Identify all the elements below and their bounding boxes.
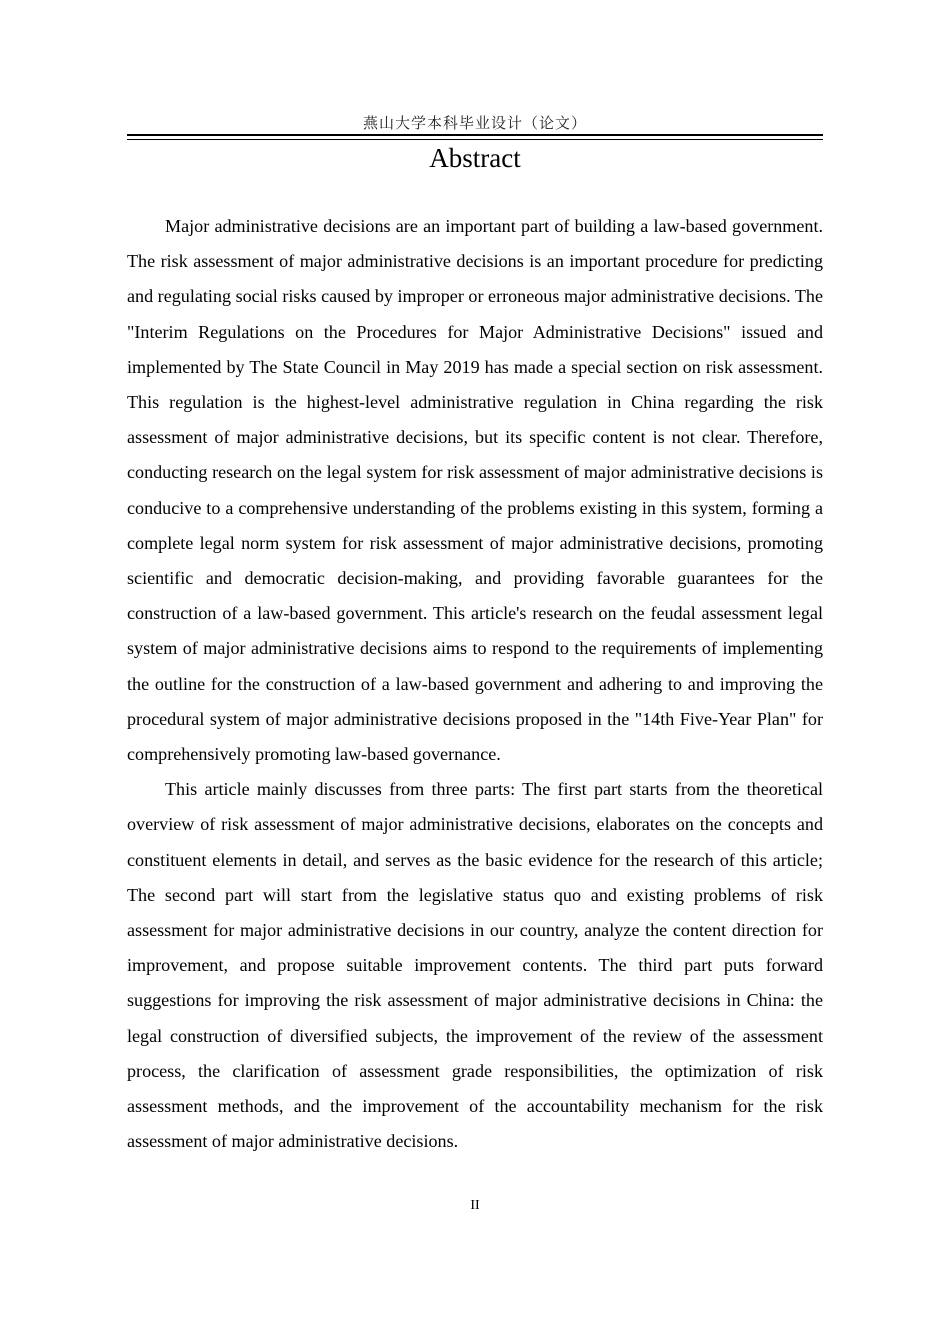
header-rule-thick — [127, 134, 823, 136]
page-title: Abstract — [429, 143, 521, 173]
page-number: II — [470, 1198, 480, 1213]
running-header: 燕山大学本科毕业设计（论文） — [362, 114, 587, 132]
abstract-body — [127, 209, 823, 1159]
abstract-paragraph: This article mainly discusses from three parts: The first part starts from the theoretical overview of risk assessment of major administrative decisions, elaborates on the concepts and constituent elements in detail, and serves as the basic evidence for the research of this article; The second part will start from the legislative status quo and existing problems of risk assessment for major administrative decisions in our country, analyze the content direction for improvement, and propose suitable improvement contents. The third part puts forward suggestions for improving the risk assessment of major administrative decisions in China: the legal construction of diversified subjects, the improvement of the review of the assessment process, the clarification of assessment grade responsibilities, the optimization of risk assessment methods, and the improvement of the accountability mechanism for the risk assessment of major administrative decisions. — [127, 779, 823, 1152]
abstract-paragraph: Major administrative decisions are an important part of building a law-based government. The risk assessment of major administrative decisions is an important procedure for predicting and regulating social risks caused by improper or erroneous major administrative decisions. The "Interim Regulations on the Procedures for Major Administrative Decisions" issued and implemented by The State Council in May 2019 has made a special section on risk assessment. This regulation is the highest-level administrative regulation in China regarding the risk assessment of major administrative decisions, but its specific content is not clear. Therefore, conducting research on the legal system for risk assessment of major administrative decisions is conducive to a comprehensive understanding of the problems existing in this system, forming a complete legal norm system for risk assessment of major administrative decisions, promoting scientific and democratic decision-making, and providing favorable guarantees for the construction of a law-based government. This article's research on the feudal assessment legal system of major administrative decisions aims to respond to the requirements of implementing the outline for the construction of a law-based government and adhering to and improving the procedural system of major administrative decisions proposed in the "14th Five-Year Plan" for comprehensively promoting law-based governance. — [127, 216, 823, 765]
